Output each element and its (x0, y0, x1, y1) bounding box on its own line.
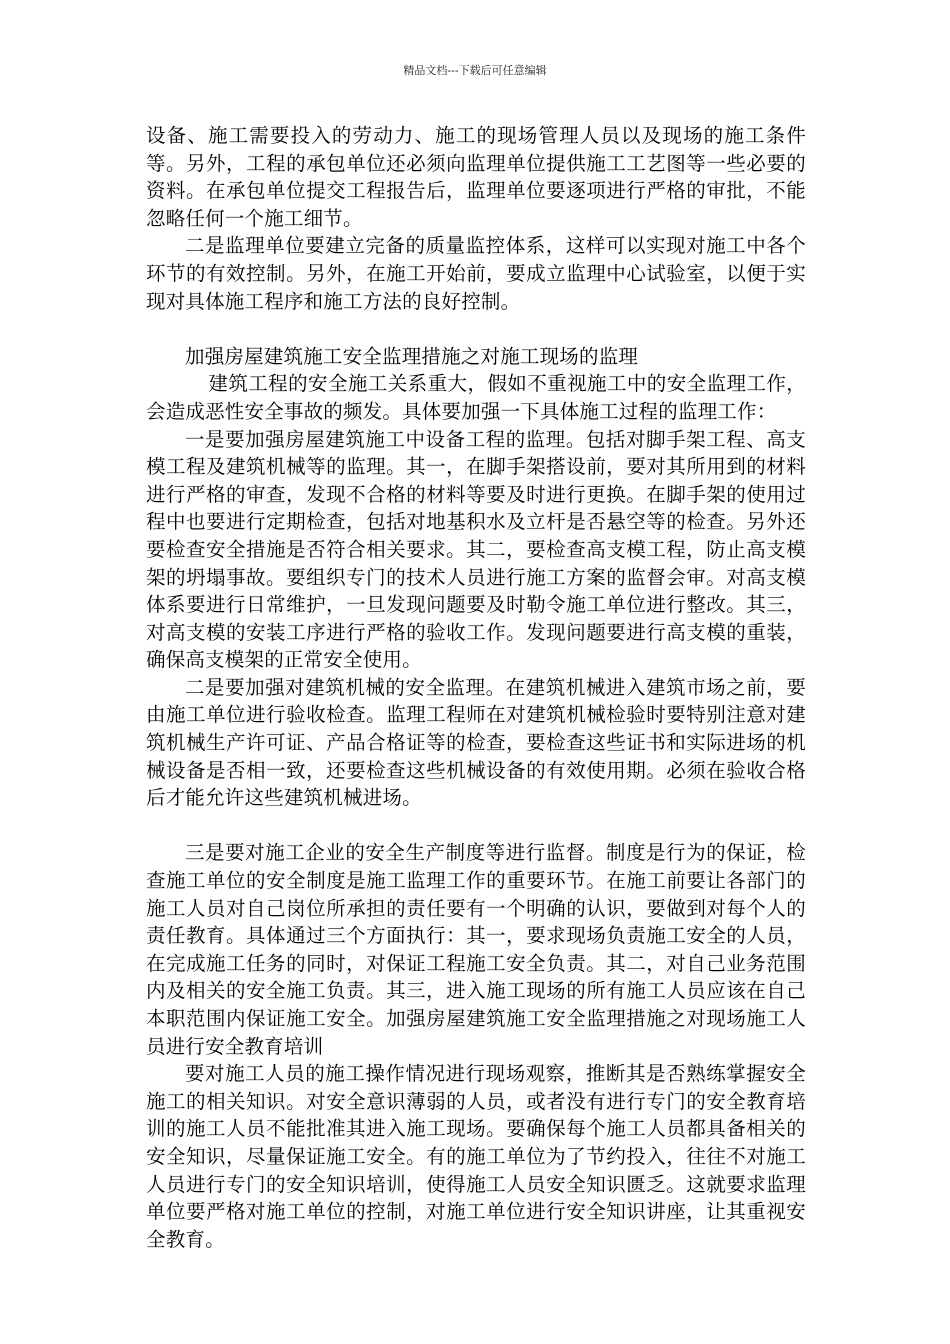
document-body (146, 122, 806, 1253)
paragraph-4: 一是要加强房屋建筑施工中设备工程的监理。包括对脚手架工程、高支模工程及建筑机械等的监理。其一，在脚手架搭设前，要对其所用到的材料进行严格的审查，发现不合格的材料等要及时进行更换。在脚手架的使用过程中也要进行定期检查，包括对地基积水及立杆是否悬空等的检查。另外还要检查安全措施是否符合相关要求。其二，要检查高支模工程，防止高支模架的坍塌事故。要组织专门的技术人员进行施工方案的监督会审。对高支模体系要进行日常维护，一旦发现问题要及时勒令施工单位进行整改。其三，对高支模的安装工序进行严格的验收工作。发现问题要进行高支模的重装，确保高支模架的正常安全使用。 (146, 427, 806, 672)
paragraph-2: 二是监理单位要建立完备的质量监控体系，这样可以实现对施工中各个环节的有效控制。另外，在施工开始前，要成立监理中心试验室，以便于实现对具体施工程序和施工方法的良好控制。 (146, 234, 806, 313)
paragraph-1: 设备、施工需要投入的劳动力、施工的现场管理人员以及现场的施工条件等。另外，工程的承包单位还必须向监理单位提供施工工艺图等一些必要的资料。在承包单位提交工程报告后，监理单位要逐项进行严格的审批，不能忽略任何一个施工细节。 (146, 124, 806, 230)
section-heading: 加强房屋建筑施工安全监理措施之对施工现场的监理 (185, 344, 639, 368)
page-header: 精品文档---下载后可任意编辑 (403, 64, 547, 77)
paragraph-7: 要对施工人员的施工操作情况进行现场观察，推断其是否熟练掌握安全施工的相关知识。对安全意识薄弱的人员，或者没有进行专门的安全教育培训的施工人员不能批准其进入施工现场。要确保每个施工人员都具备相关的安全知识，尽量保证施工安全。有的施工单位为了节约投入，往往不对施工人员进行专门的安全知识培训，使得施工人员安全知识匮乏。这就要求监理单位要严格对施工单位的控制，对施工单位进行安全知识讲座，让其重视安全教育。 (146, 1062, 806, 1251)
paragraph-5: 二是要加强对建筑机械的安全监理。在建筑机械进入建筑市场之前，要由施工单位进行验收检查。监理工程师在对建筑机械检验时要特别注意对建筑机械生产许可证、产品合格证等的检查，要检查这些证书和实际进场的机械设备是否相一致，还要检查这些机械设备的有效使用期。必须在验收合格后才能允许这些建筑机械进场。 (146, 675, 806, 810)
paragraph-6: 三是要对施工企业的安全生产制度等进行监督。制度是行为的保证，检查施工单位的安全制度是施工监理工作的重要环节。在施工前要让各部门的施工人员对自己岗位所承担的责任要有一个明确的认识，要做到对每个人的责任教育。具体通过三个方面执行：其一，要求现场负责施工安全的人员，在完成施工任务的同时，对保证工程施工安全负责。其二，对自己业务范围内及相关的安全施工负责。其三，进入施工现场的所有施工人员应该在自己本职范围内保证施工安全。加强房屋建筑施工安全监理措施之对现场施工人员进行安全教育培训 (146, 841, 806, 1058)
paragraph-3: 建筑工程的安全施工关系重大，假如不重视施工中的安全监理工作，会造成恶性安全事故的频发。具体要加强一下具体施工过程的监理工作： (146, 372, 806, 423)
